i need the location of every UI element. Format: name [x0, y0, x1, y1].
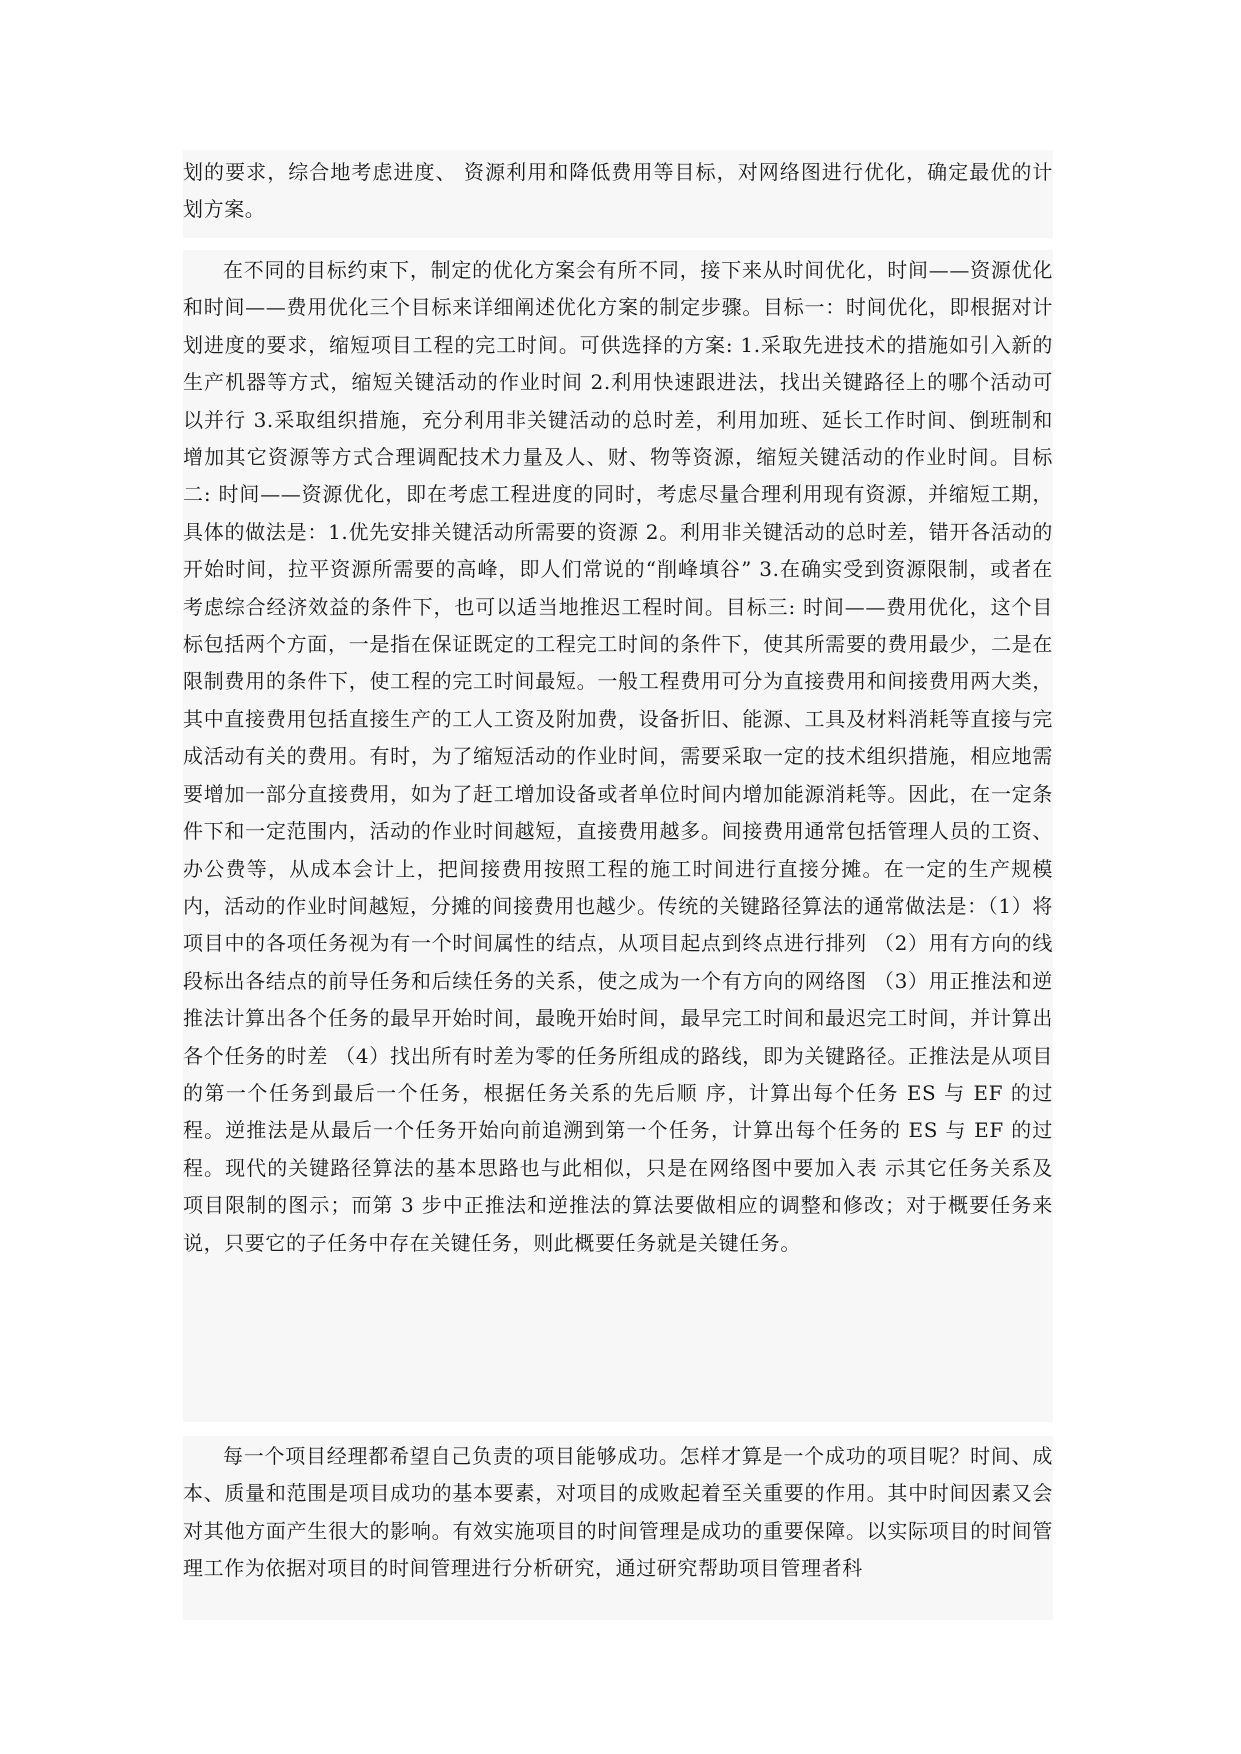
paragraph-block-1 [183, 150, 1053, 238]
paragraph-1-text: 划的要求，综合地考虑进度、 资源利用和降低费用等目标，对网络图进行优化，确定最优的计划方案。 [183, 160, 1053, 222]
paragraph-3-text: 每一个项目经理都希望自己负责的项目能够成功。怎样才算是一个成功的项目呢？时间、成本、质量和范围是项目成功的基本要素，对项目的成败起着至关重要的作用。其中时间因素又会对其他方面产生很大的影响。有效实施项目的时间管理是成功的重要保障。以实际项目的时间管理工作为依据对项目的时间管理进行分析研究，通过研究帮助项目管理者科 [183, 1444, 1053, 1581]
paragraph-2-text: 在不同的目标约束下，制定的优化方案会有所不同，接下来从时间优化，时间——资源优化和时间——费用优化三个目标来详细阐述优化方案的制定步骤。目标一：时间优化，即根据对计划进度的要求，缩短项目工程的完工时间。可供选择的方案: 1.采取先进技术的措施如引入新的生产机器等方式，缩短关键活动的作业时间 2.利用快速跟进法，找出关键路径上的哪个活动可以并行 3.采取组织措施，充分利用非关键活动的总时差，利用加班、延长工作时间、倒班制和增加其它资源等方式合理调配技术力量及人、财、物等资源，缩短关键活动的作业时间。目标二: 时间——资源优化，即在考虑工程进度的同时，考虑尽量合理利用现有资源，并缩短工期，具体的做法是：1.优先安排关键活动所需要的资源 2。利用非关键活动的总时差，错开各活动的开始时间，拉平资源所需要的高峰，即人们常说的“削峰填谷” 3.在确实受到资源限制，或者在考虑综合经济效益的条件下，也可以适当地推迟工程时间。目标三: 时间——费用优化，这个目标包括两个方面，一是指在保证既定的工程完工时间的条件下，使其所需要的费用最少，二是在限制费用的条件下，使工程的完工时间最短。一般工程费用可分为直接费用和间接费用两大类，其中直接费用包括直接生产的工人工资及附加费，设备折旧、能源、工具及材料消耗等直接与完成活动有关的费用。有时，为了缩短活动的作业时间，需要采取一定的技术组织措施，相应地需要增加一部分直接费用，如为了赶工增加设备或者单位时间内增加能源消耗等。因此，在一定条件下和一定范围内，活动的作业时间越短，直接费用越多。间接费用通常包括管理人员的工资、办公费等，从成本会计上，把间接费用按照工程的施工时间进行直接分摊。在一定的生产规模内，活动的作业时间越短，分摊的间接费用也越少。传统的关键路径算法的通常做法是：（1）将项目中的各项任务视为有一个时间属性的结点，从项目起点到终点进行排列 （2）用有方向的线段标出各结点的前导任务和后续任务的关系，使之成为一个有方向的网络图 （3）用正推法和逆推法计算出各个任务的最早开始时间，最晚开始时间，最早完工时间和最迟完工时间，并计算出各个任务的时差 （4）找出所有时差为零的任务所组成的路线，即为关键路径。正推法是从项目的第一个任务到最后一个任务，根据任务关系的先后顺 序，计算出每个任务 ES 与 EF 的过程。逆推法是从最后一个任务开始向前追溯到第一个任务，计算出每个任务的 ES 与 EF 的过程。现代的关键路径算法的基本思路也与此相似，只是在网络图中要加入表 示其它任务关系及项目限制的图示；而第 3 步中正推法和逆推法的算法要做相应的调整和修改；对于概要任务来说，只要它的子任务中存在关键任务，则此概要任务就是关键任务。 [183, 258, 1053, 1255]
paragraph-block-3 [183, 1436, 1053, 1620]
paragraph-block-2 [183, 250, 1053, 1422]
